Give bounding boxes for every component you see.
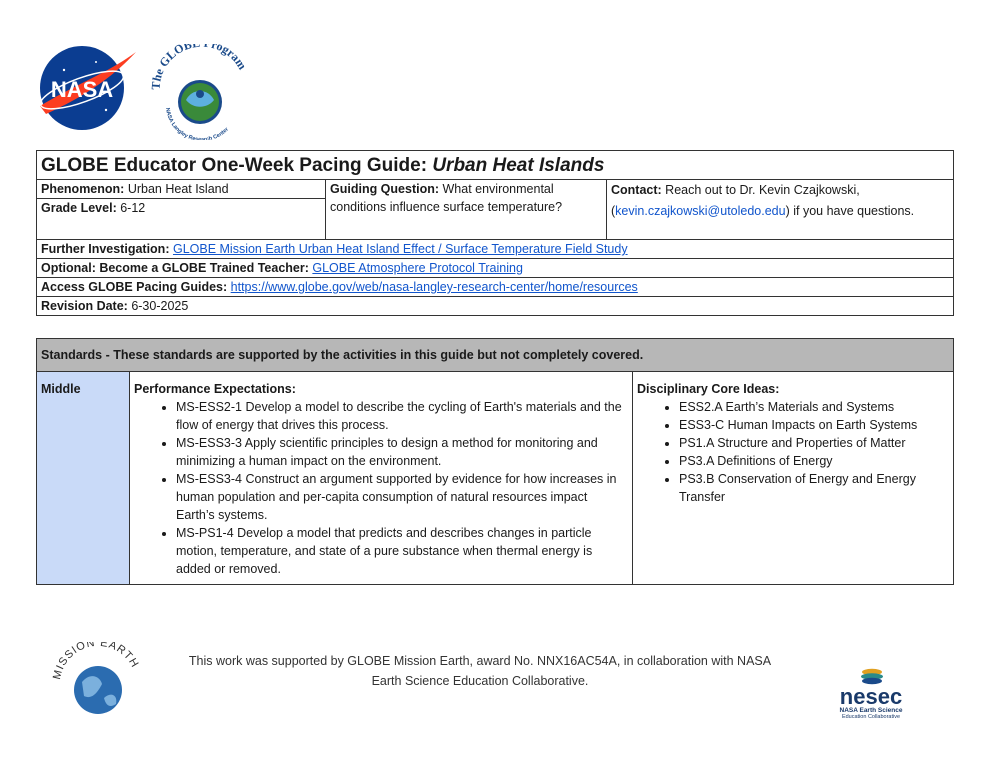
core-ideas-list: [637, 398, 949, 506]
mission-earth-text: MISSION EARTH: [52, 642, 141, 681]
pacing-guides-row: Access GLOBE Pacing Guides: https://www.globe.gov/web/nasa-langley-research-center/home/resources: [37, 278, 954, 297]
list-item: • ESS2.A Earth’s Materials and Systems: [679, 398, 949, 416]
nesec-wordmark: nesec: [839, 684, 903, 709]
nesec-subtitle-2: Education Collaborative: [841, 714, 901, 720]
contact-cell: Contact: Reach out to Dr. Kevin Czajkowski, (kevin.czajkowski@utoledo.edu) if you have questions.: [607, 180, 954, 240]
nasa-logo-text: NASA: [50, 77, 114, 102]
globe-program-logo: [148, 44, 252, 140]
list-item: • PS3.A Definitions of Energy: [679, 452, 949, 470]
grade-band-middle: Middle: [37, 372, 130, 585]
pacing-guide-header-table: [36, 150, 954, 316]
phenomenon-cell: Phenomenon: Urban Heat Island: [37, 180, 326, 199]
contact-email-link[interactable]: kevin.czajkowski@utoledo.edu: [615, 204, 786, 218]
atmosphere-training-link[interactable]: GLOBE Atmosphere Protocol Training: [312, 261, 523, 275]
list-item: • MS-ESS3-3 Apply scientific principles to design a method for monitoring and minimizing a human impact on the environment.: [176, 434, 628, 470]
core-ideas-heading: Disciplinary Core Ideas:: [637, 382, 780, 396]
grade-level-cell: Grade Level: 6-12: [37, 199, 326, 240]
nasa-logo: [36, 44, 140, 134]
performance-expectations-list: [134, 398, 628, 578]
globe-logo-subtitle: NASA Langley Research Center: [164, 107, 230, 140]
core-ideas-cell: [633, 372, 954, 585]
further-investigation-link[interactable]: GLOBE Mission Earth Urban Heat Island Effect / Surface Temperature Field Study: [172, 242, 628, 256]
standards-table: [36, 338, 954, 585]
list-item: • ESS3-C Human Impacts on Earth Systems: [679, 416, 949, 434]
pacing-guides-link[interactable]: https://www.globe.gov/web/nasa-langley-research-center/home/resources: [230, 280, 638, 294]
guide-title: GLOBE Educator One-Week Pacing Guide: Urban Heat Islands: [37, 151, 954, 180]
performance-expectations-heading: Performance Expectations:: [134, 382, 296, 396]
trained-teacher-row: Optional: Become a GLOBE Trained Teacher: GLOBE Atmosphere Protocol Training: [37, 259, 954, 278]
funding-statement: This work was supported by GLOBE Mission Earth, award No. NNX16AC54A, in collaboration with NASA Earth Science Education Collaborative.: [188, 654, 772, 688]
revision-date-row: Revision Date: 6-30-2025: [37, 297, 954, 316]
nesec-logo: [828, 664, 914, 720]
list-item: • MS-PS1-4 Develop a model that predicts and describes changes in particle motion, temperature, and state of a pure substance when thermal energy is added or removed.: [176, 524, 628, 578]
globe-logo-title: The GLOB rogram: [148, 44, 250, 91]
guiding-question-cell: Guiding Question: What environmental conditions influence surface temperature?: [326, 180, 607, 240]
list-item: • PS3.B Conservation of Energy and Energy Transfer: [679, 470, 949, 506]
list-item: • MS-ESS2-1 Develop a model to describe the cycling of Earth's materials and the flow of energy that drives this process.: [176, 398, 628, 434]
standards-heading: Standards - These standards are supported by the activities in this guide but not completely covered.: [37, 339, 954, 372]
list-item: • MS-ESS3-4 Construct an argument supported by evidence for how increases in human population and per-capita consumption of natural resources impact Earth’s systems.: [176, 470, 628, 524]
further-investigation-row: Further Investigation: GLOBE Mission Earth Urban Heat Island Effect / Surface Temperature Field Study: [37, 240, 954, 259]
list-item: • PS1.A Structure and Properties of Matter: [679, 434, 949, 452]
performance-expectations-cell: [130, 372, 633, 585]
nesec-subtitle-1: NASA Earth Science: [839, 707, 903, 714]
mission-earth-logo: [52, 642, 144, 718]
